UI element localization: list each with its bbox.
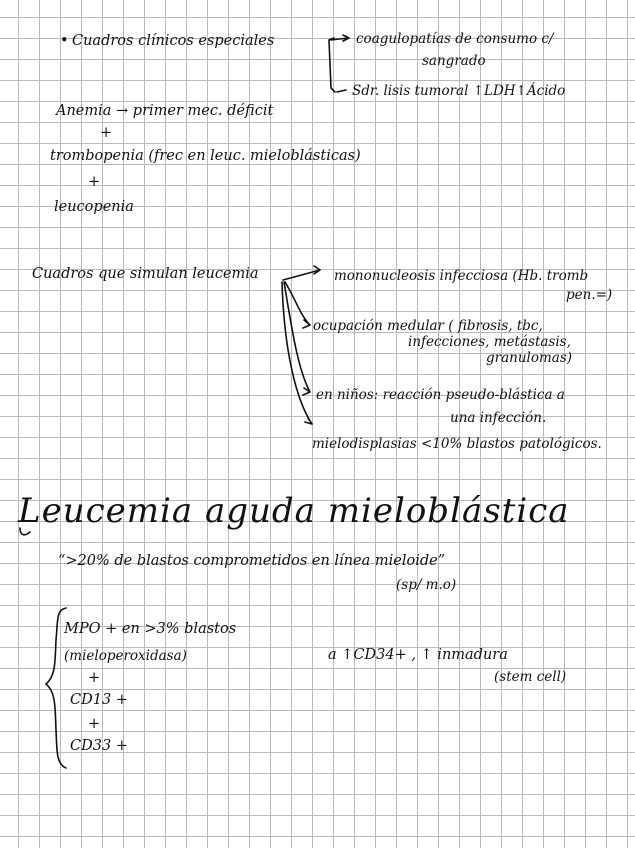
branch-mononucleosis: mononucleosis infecciosa (Hb. tromb xyxy=(334,268,589,284)
branch-ocupacion-cont2: granulomas) xyxy=(486,350,573,366)
branch-ninos: en niños: reacción pseudo-blástica a xyxy=(316,387,565,403)
branch-coagulopatias: coagulopatías de consumo c/ xyxy=(356,31,554,47)
trombopenia-line: trombopenia (frec en leuc. mieloblásticas) xyxy=(50,148,361,164)
bracket-section1 xyxy=(329,38,335,92)
cd34-note: a ↑CD34+ , ↑ inmadura xyxy=(328,647,508,663)
branch-ocupacion-medular: ocupación medular ( fibrosis, tbc, xyxy=(313,318,543,334)
plus-2: + xyxy=(88,174,101,190)
branch-ninos-cont: una infección. xyxy=(450,410,547,426)
plus-4: + xyxy=(88,716,101,732)
definition-quote: “>20% de blastos comprometidos en línea mieloide” xyxy=(58,553,446,569)
branch-ocupacion-cont1: infecciones, metástasis, xyxy=(408,334,571,350)
stem-cell-note: (stem cell) xyxy=(494,669,567,685)
plus-3: + xyxy=(88,670,101,686)
anemia-line: Anemia → primer mec. déficit xyxy=(56,103,274,119)
cd33-line: CD33 + xyxy=(70,738,128,754)
plus-1: + xyxy=(100,125,113,141)
arrow-b2 xyxy=(285,282,310,328)
page-title: Leucemia aguda mieloblástica xyxy=(18,491,570,531)
mpo-full: (mieloperoxidasa) xyxy=(64,648,187,664)
branch-mielodisplasias: mielodisplasias <10% blastos patológicos. xyxy=(312,436,602,452)
topic-cuadros-clinicos: Cuadros clínicos especiales xyxy=(72,33,275,49)
branch-mononucleosis-cont: pen.=) xyxy=(566,287,613,303)
bullet: • xyxy=(60,33,69,49)
branch-sangrado: sangrado xyxy=(422,53,486,69)
mpo-line: MPO + en >3% blastos xyxy=(64,621,237,637)
cd13-line: CD13 + xyxy=(70,692,128,708)
arrow-branch2 xyxy=(337,90,346,92)
leucopenia-line: leucopenia xyxy=(54,199,134,215)
topic-simulan-leucemia: Cuadros que simulan leucemia xyxy=(32,266,259,282)
branch-lisis-tumoral: Sdr. lisis tumoral ↑LDH↑Ácido xyxy=(352,83,566,99)
definition-ref: (sp/ m.o) xyxy=(396,577,457,593)
arrow-b3 xyxy=(284,282,310,395)
brace-section3 xyxy=(46,608,66,768)
arrow-root-s2 xyxy=(283,266,320,280)
